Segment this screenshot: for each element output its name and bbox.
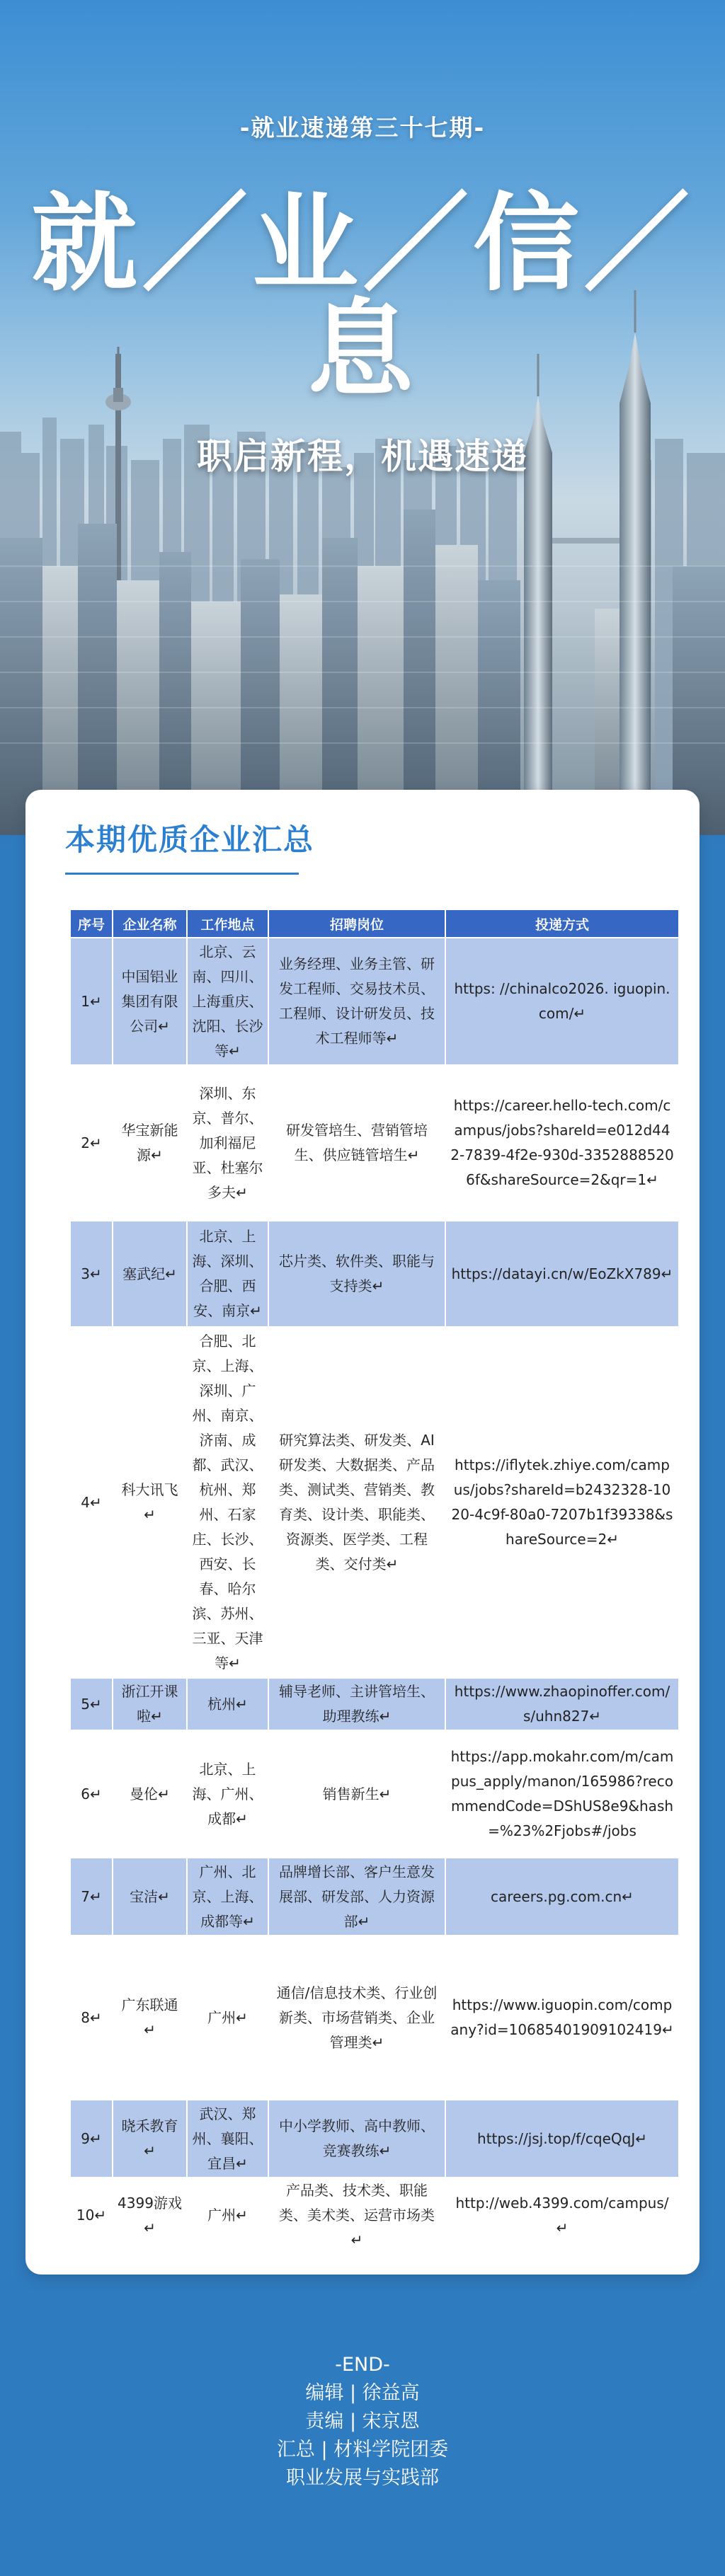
table-row: [70, 1936, 679, 2100]
apply-link[interactable]: http://web.4399.com/campus/↵: [445, 2178, 679, 2253]
positions: 芯片类、软件类、职能与支持类↵: [268, 1221, 445, 1327]
positions: 销售新生↵: [268, 1730, 445, 1858]
work-location: 武汉、郑州、襄阳、宜昌↵: [187, 2100, 268, 2178]
row-number: 7↵: [70, 1858, 113, 1936]
work-location: 北京、上海、深圳、合肥、西安、南京↵: [187, 1221, 268, 1327]
department-credit: 职业发展与实践部: [286, 2467, 439, 2489]
company-name: 中国铝业集团有限公司↵: [113, 938, 187, 1065]
table-row: [70, 1221, 679, 1327]
issue-label: -就业速递第三十七期-: [239, 114, 486, 142]
positions: 中小学教师、高中教师、竞赛教练↵: [268, 2100, 445, 2178]
work-location: 广州、北京、上海、成都等↵: [187, 1858, 268, 1936]
apply-link[interactable]: https://www.zhaopinoffer.com/s/uhn827↵: [445, 1678, 679, 1730]
end-marker: -END-: [335, 2354, 390, 2376]
row-number: 6↵: [70, 1730, 113, 1858]
company-name: 4399游戏↵: [113, 2178, 187, 2253]
row-number: 2↵: [70, 1065, 113, 1221]
slogan: 职启新程，机遇速递: [197, 436, 528, 477]
work-location: 北京、云南、四川、上海重庆、沈阳、长沙等↵: [187, 938, 268, 1065]
column-header-positions: 招聘岗位: [268, 909, 445, 938]
table-row: [70, 1858, 679, 1936]
positions: 辅导老师、主讲管培生、助理教练↵: [268, 1678, 445, 1730]
column-header-company: 企业名称: [113, 909, 187, 938]
table-header-row: [70, 909, 679, 938]
company-name: 科大讯飞↵: [113, 1327, 187, 1678]
apply-link[interactable]: https://career.hello-tech.com/campus/jobs?shareId=e012d442-7839-4f2e-930d-33528885206f&shareSource=2&qr=1↵: [445, 1065, 679, 1221]
apply-link[interactable]: careers.pg.com.cn↵: [445, 1858, 679, 1936]
row-number: 8↵: [70, 1936, 113, 2100]
table-row: [70, 1065, 679, 1221]
company-name: 华宝新能源↵: [113, 1065, 187, 1221]
company-name: 浙江开课啦↵: [113, 1678, 187, 1730]
column-header-location: 工作地点: [187, 909, 268, 938]
table-row: [70, 1327, 679, 1678]
work-location: 杭州↵: [187, 1678, 268, 1730]
row-number: 1↵: [70, 938, 113, 1065]
apply-link[interactable]: https://app.mokahr.com/m/campus_apply/manon/165986?recommendCode=DShUS8e9&hash=%23%2Fjobs#/jobs: [445, 1730, 679, 1858]
table-row: [70, 2178, 679, 2253]
footer-credits: [0, 2351, 725, 2492]
section-underline: [65, 873, 299, 875]
row-number: 4↵: [70, 1327, 113, 1678]
apply-link[interactable]: https://iflytek.zhiye.com/campus/jobs?shareId=b2432328-1020-4c9f-80a0-7207b1f39338&shareSource=2↵: [445, 1327, 679, 1678]
column-header-no: 序号: [70, 909, 113, 938]
company-name: 宝洁↵: [113, 1858, 187, 1936]
section-title: 本期优质企业汇总: [65, 822, 315, 857]
table-row: [70, 1678, 679, 1730]
row-number: 3↵: [70, 1221, 113, 1327]
positions: 产品类、技术类、职能类、美术类、运营市场类↵: [268, 2178, 445, 2253]
table-row: [70, 938, 679, 1065]
table-row: [70, 2100, 679, 2178]
apply-link[interactable]: https: //chinalco2026. iguopin. com/↵: [445, 938, 679, 1065]
hero-banner: [0, 0, 725, 835]
positions: 研发管培生、营销管培生、供应链管培生↵: [268, 1065, 445, 1221]
work-location: 广州↵: [187, 2178, 268, 2253]
work-location: 合肥、北京、上海、深圳、广州、南京、济南、成都、武汉、杭州、郑州、石家庄、长沙、西安、长春、哈尔滨、苏州、三亚、天津等↵: [187, 1327, 268, 1678]
main-title: 就／业／信／息: [30, 183, 694, 412]
company-name: 塞武纪↵: [113, 1221, 187, 1327]
positions: 研究算法类、研发类、AI研发类、大数据类、产品类、测试类、营销类、教育类、设计类、职能类、资源类、医学类、工程类、交付类↵: [268, 1327, 445, 1678]
editor-credit: 编辑 | 徐益高: [305, 2382, 420, 2404]
column-header-apply: 投递方式: [445, 909, 679, 938]
row-number: 5↵: [70, 1678, 113, 1730]
chief-editor-credit: 责编 | 宋京恩: [305, 2410, 420, 2432]
company-name: 晓禾教育↵: [113, 2100, 187, 2178]
company-name: 广东联通↵: [113, 1936, 187, 2100]
row-number: 10↵: [70, 2178, 113, 2253]
apply-link[interactable]: https://jsj.top/f/cqeQqJ↵: [445, 2100, 679, 2178]
positions: 品牌增长部、客户生意发展部、研发部、人力资源部↵: [268, 1858, 445, 1936]
row-number: 9↵: [70, 2100, 113, 2178]
work-location: 北京、上海、广州、成都↵: [187, 1730, 268, 1858]
company-summary-card: [25, 790, 700, 2275]
table-row: [70, 1730, 679, 1858]
work-location: 深圳、东京、普尔、加利福尼亚、杜塞尔多夫↵: [187, 1065, 268, 1221]
positions: 业务经理、业务主管、研发工程师、交易技术员、工程师、设计研发员、技术工程师等↵: [268, 938, 445, 1065]
positions: 通信/信息技术类、行业创新类、市场营销类、企业管理类↵: [268, 1936, 445, 2100]
apply-link[interactable]: https://www.iguopin.com/company?id=10685401909102419↵: [445, 1936, 679, 2100]
work-location: 广州↵: [187, 1936, 268, 2100]
jobs-table: [69, 909, 680, 2254]
apply-link[interactable]: https://datayi.cn/w/EoZkX789↵: [445, 1221, 679, 1327]
company-name: 曼伦↵: [113, 1730, 187, 1858]
compiled-credit: 汇总 | 材料学院团委: [276, 2439, 449, 2461]
